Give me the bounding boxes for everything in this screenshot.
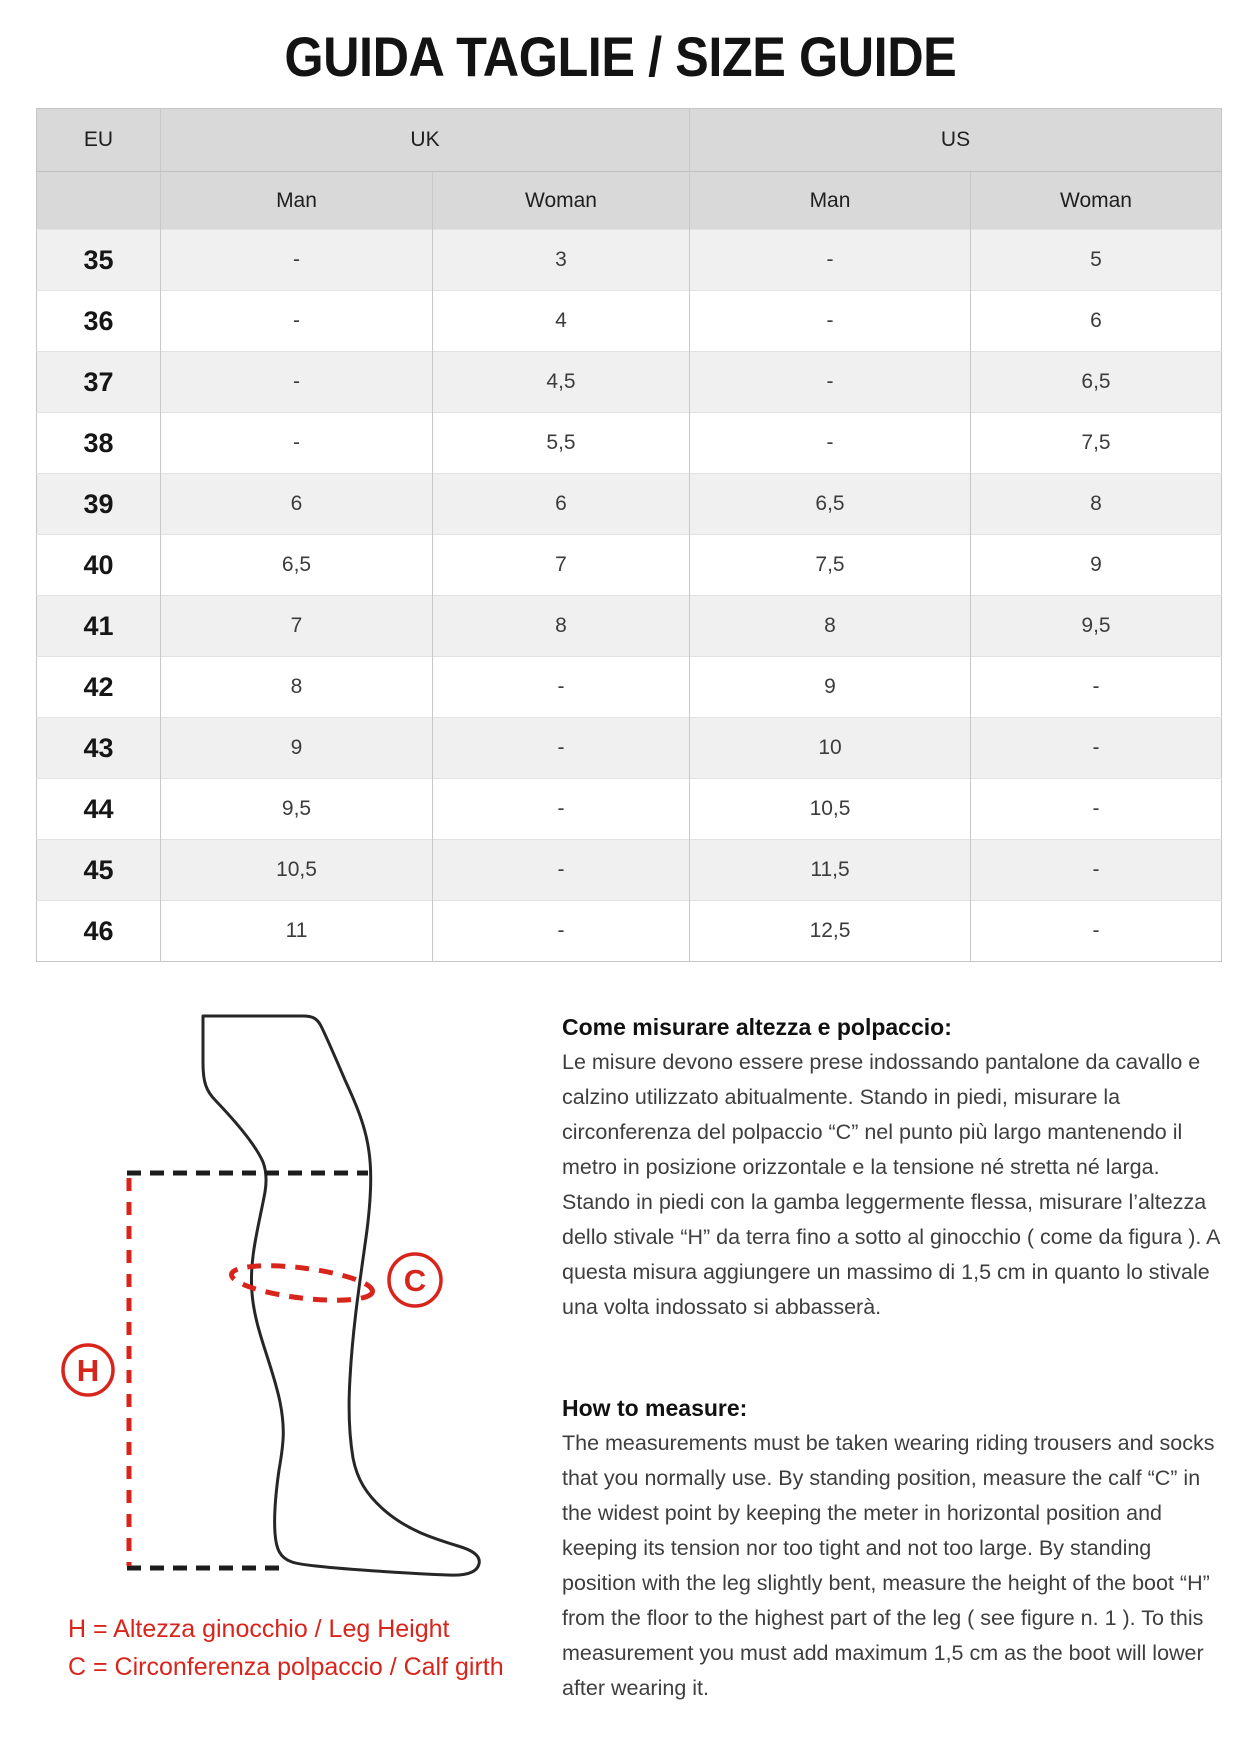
size-value-cell: 6 [161, 474, 433, 535]
size-value-cell: 8 [690, 596, 971, 657]
table-row [37, 657, 1222, 718]
size-guide-table [36, 108, 1222, 962]
eu-size-cell: 39 [37, 474, 161, 535]
size-value-cell: 12,5 [690, 901, 971, 962]
table-row [37, 230, 1222, 291]
header-uk-man: Man [161, 172, 433, 230]
table-row [37, 718, 1222, 779]
size-value-cell: - [690, 291, 971, 352]
size-value-cell: 6 [971, 291, 1222, 352]
size-value-cell: 6 [433, 474, 690, 535]
size-value-cell: - [161, 413, 433, 474]
size-value-cell: 3 [433, 230, 690, 291]
header-empty [37, 172, 161, 230]
size-value-cell: 6,5 [161, 535, 433, 596]
table-row [37, 291, 1222, 352]
eu-size-cell: 38 [37, 413, 161, 474]
table-row [37, 840, 1222, 901]
header-uk-woman: Woman [433, 172, 690, 230]
size-value-cell: 8 [161, 657, 433, 718]
size-value-cell: 8 [971, 474, 1222, 535]
size-value-cell: 9,5 [971, 596, 1222, 657]
instructions-body-en: The measurements must be taken wearing riding trousers and socks that you normally use. By standing position, measure the calf “C” in the widest point by keeping the meter in horizontal position and keeping its tension nor too tight and not too large. By standing position with the leg slightly bent, measure the height of the boot “H” from the floor to the highest part of the leg ( see figure n. 1 ). To this measurement you must add maximum 1,5 cm as the boot will lower after wearing it. [562, 1431, 1215, 1700]
eu-size-cell: 44 [37, 779, 161, 840]
size-value-cell: - [971, 840, 1222, 901]
size-value-cell: - [690, 413, 971, 474]
header-us: US [690, 109, 1222, 172]
eu-size-cell: 35 [37, 230, 161, 291]
size-value-cell: 7,5 [971, 413, 1222, 474]
size-value-cell: 8 [433, 596, 690, 657]
header-eu: EU [37, 109, 161, 172]
size-value-cell: - [433, 840, 690, 901]
size-value-cell: 9 [971, 535, 1222, 596]
size-value-cell: - [971, 779, 1222, 840]
size-value-cell: - [161, 230, 433, 291]
legend-calf-girth: C = Circonferenza polpaccio / Calf girth [68, 1653, 504, 1681]
eu-size-cell: 41 [37, 596, 161, 657]
size-value-cell: - [433, 901, 690, 962]
size-value-cell: 10,5 [161, 840, 433, 901]
size-value-cell: 6,5 [690, 474, 971, 535]
size-value-cell: - [433, 657, 690, 718]
size-value-cell: 7 [433, 535, 690, 596]
size-value-cell: 5,5 [433, 413, 690, 474]
size-value-cell: 9,5 [161, 779, 433, 840]
table-row [37, 474, 1222, 535]
size-value-cell: 6,5 [971, 352, 1222, 413]
table-row [37, 535, 1222, 596]
eu-size-cell: 45 [37, 840, 161, 901]
table-row [37, 352, 1222, 413]
size-value-cell: 7,5 [690, 535, 971, 596]
table-region-header-row [37, 109, 1222, 172]
leg-measurement-diagram [0, 935, 540, 1595]
header-us-woman: Woman [971, 172, 1222, 230]
size-value-cell: - [971, 657, 1222, 718]
table-row [37, 413, 1222, 474]
legend-leg-height: H = Altezza ginocchio / Leg Height [68, 1615, 450, 1643]
size-value-cell: - [971, 718, 1222, 779]
header-us-man: Man [690, 172, 971, 230]
size-value-cell: 5 [971, 230, 1222, 291]
size-value-cell: 7 [161, 596, 433, 657]
instructions-column [562, 1010, 1224, 1706]
instructions-body-it: Le misure devono essere prese indossando pantalone da cavallo e calzino utilizzato abitualmente. Stando in piedi, misurare la circonferenza del polpaccio “C” nel punto più largo mantenendo il metro in posizione orizzontale e la tensione né stretta né larga. Stando in piedi con la gamba leggermente flessa, misurare l’altezza dello stivale “H” da terra fino a sotto al ginocchio ( come da figura ). A questa misura aggiungere un massimo di 1,5 cm in quanto lo stivale una volta indossato si abbasserà. [562, 1050, 1220, 1319]
size-value-cell: 10,5 [690, 779, 971, 840]
eu-size-cell: 40 [37, 535, 161, 596]
table-row [37, 779, 1222, 840]
size-value-cell: - [433, 718, 690, 779]
page-title-text: GUIDA TAGLIE / SIZE GUIDE [284, 25, 956, 88]
measurement-legend [68, 1610, 504, 1686]
size-value-cell: 9 [161, 718, 433, 779]
size-value-cell: 4,5 [433, 352, 690, 413]
size-value-cell: 11 [161, 901, 433, 962]
eu-size-cell: 36 [37, 291, 161, 352]
page-title [0, 24, 1240, 89]
c-badge-label: C [403, 1263, 427, 1298]
eu-size-cell: 43 [37, 718, 161, 779]
instructions-heading-it: Come misurare altezza e polpaccio: [562, 1014, 952, 1040]
size-value-cell: 4 [433, 291, 690, 352]
size-value-cell: - [161, 352, 433, 413]
table-gender-header-row [37, 172, 1222, 230]
eu-size-cell: 42 [37, 657, 161, 718]
size-value-cell: - [690, 230, 971, 291]
size-value-cell: 10 [690, 718, 971, 779]
instructions-heading-en: How to measure: [562, 1395, 748, 1421]
size-value-cell: - [161, 291, 433, 352]
header-uk: UK [161, 109, 690, 172]
eu-size-cell: 46 [37, 901, 161, 962]
eu-size-cell: 37 [37, 352, 161, 413]
size-value-cell: 9 [690, 657, 971, 718]
size-value-cell: - [433, 779, 690, 840]
size-value-cell: 11,5 [690, 840, 971, 901]
h-badge-label: H [76, 1353, 100, 1388]
table-row [37, 596, 1222, 657]
size-value-cell: - [971, 901, 1222, 962]
size-value-cell: - [690, 352, 971, 413]
